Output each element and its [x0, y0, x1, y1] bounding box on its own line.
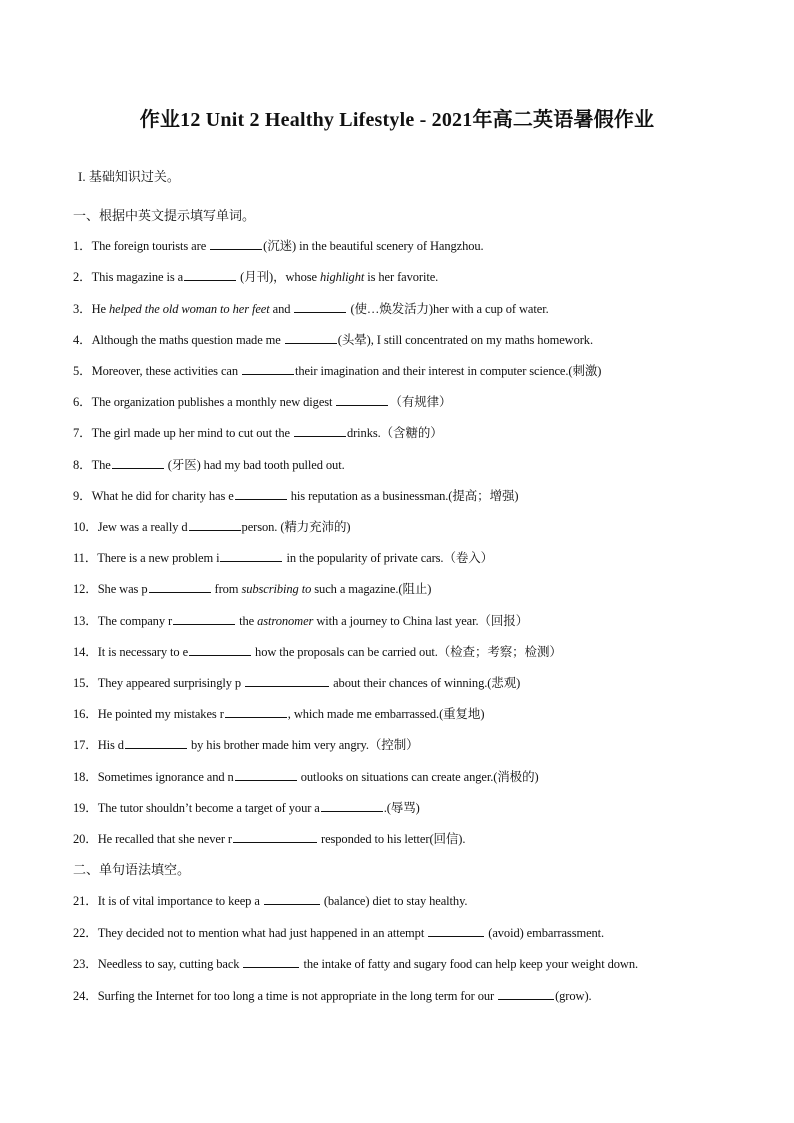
question-5: 5．Moreover, these activities can their imagination and their interest in computer science.(刺激)	[73, 364, 602, 378]
question-1: 1．The foreign tourists are (沉迷) in the beautiful scenery of Hangzhou.	[73, 239, 484, 253]
answer-blank[interactable]	[235, 769, 297, 781]
answer-blank[interactable]	[243, 956, 299, 968]
question-9: 9．What he did for charity has e his reputation as a businessman.(提高；增强)	[73, 489, 519, 503]
question-10: 10．Jew was a really d person. (精力充沛的)	[73, 520, 351, 534]
question-22: 22．They decided not to mention what had just happened in an attempt (avoid) embarrassment.	[73, 926, 605, 940]
answer-blank[interactable]	[294, 301, 346, 313]
answer-blank[interactable]	[184, 269, 236, 281]
question-15: 15．They appeared surprisingly p about their chances of winning.(悲观)	[73, 676, 521, 690]
question-19: 19．The tutor shouldn’t become a target of your a .(辱骂)	[73, 801, 420, 815]
question-24: 24．Surfing the Internet for too long a time is not appropriate in the long term for our (grow).	[73, 989, 592, 1003]
answer-blank[interactable]	[245, 675, 329, 687]
question-7: 7．The girl made up her mind to cut out the drinks.（含糖的）	[73, 426, 443, 440]
part-heading-grammar-fill: 二、单句语法填空。	[73, 862, 191, 877]
answer-blank[interactable]	[336, 394, 388, 406]
question-3: 3．He helped the old woman to her feet and (使…焕发活力)her with a cup of water.	[73, 302, 549, 316]
answer-blank[interactable]	[189, 644, 251, 656]
answer-blank[interactable]	[125, 737, 187, 749]
section-heading-basic-knowledge: I. 基础知识过关。	[78, 169, 180, 184]
answer-blank[interactable]	[233, 831, 317, 843]
question-13: 13．The company r the astronomer with a journey to China last year.（回报）	[73, 614, 529, 628]
answer-blank[interactable]	[294, 425, 346, 437]
answer-blank[interactable]	[498, 988, 554, 1000]
part-heading-fill-words: 一、根据中英文提示填写单词。	[73, 208, 256, 223]
answer-blank[interactable]	[189, 519, 241, 531]
answer-blank[interactable]	[225, 706, 287, 718]
answer-blank[interactable]	[173, 613, 235, 625]
answer-blank[interactable]	[210, 238, 262, 250]
answer-blank[interactable]	[220, 550, 282, 562]
answer-blank[interactable]	[285, 332, 337, 344]
question-6: 6．The organization publishes a monthly new digest （有规律）	[73, 395, 452, 409]
answer-blank[interactable]	[264, 893, 320, 905]
question-8: 8．The (牙医) had my bad tooth pulled out.	[73, 458, 345, 472]
question-21: 21．It is of vital importance to keep a (balance) diet to stay healthy.	[73, 894, 468, 908]
question-17: 17．His d by his brother made him very angry.（控制）	[73, 738, 419, 752]
question-2: 2．This magazine is a (月刊)，whose highlight is her favorite.	[73, 270, 439, 284]
question-20: 20．He recalled that she never r responded to his letter(回信).	[73, 832, 466, 846]
question-23: 23．Needless to say, cutting back the intake of fatty and sugary food can help keep your weight down.	[73, 957, 639, 971]
answer-blank[interactable]	[149, 581, 211, 593]
answer-blank[interactable]	[112, 457, 164, 469]
question-16: 16．He pointed my mistakes r , which made me embarrassed.(重复地)	[73, 707, 485, 721]
answer-blank[interactable]	[235, 488, 287, 500]
answer-blank[interactable]	[321, 800, 383, 812]
question-14: 14．It is necessary to e how the proposals can be carried out.（检查；考察；检测）	[73, 645, 562, 659]
answer-blank[interactable]	[242, 363, 294, 375]
page-title: 作业12 Unit 2 Healthy Lifestyle - 2021年高二英语暑假作业	[139, 109, 655, 131]
question-11: 11．There is a new problem i in the popularity of private cars.（卷入）	[73, 551, 494, 565]
question-4: 4．Although the maths question made me (头晕), I still concentrated on my maths homework.	[73, 333, 593, 347]
question-18: 18．Sometimes ignorance and n outlooks on situations can create anger.(消极的)	[73, 770, 539, 784]
answer-blank[interactable]	[428, 925, 484, 937]
question-12: 12．She was p from subscribing to such a magazine.(阻止)	[73, 582, 432, 596]
